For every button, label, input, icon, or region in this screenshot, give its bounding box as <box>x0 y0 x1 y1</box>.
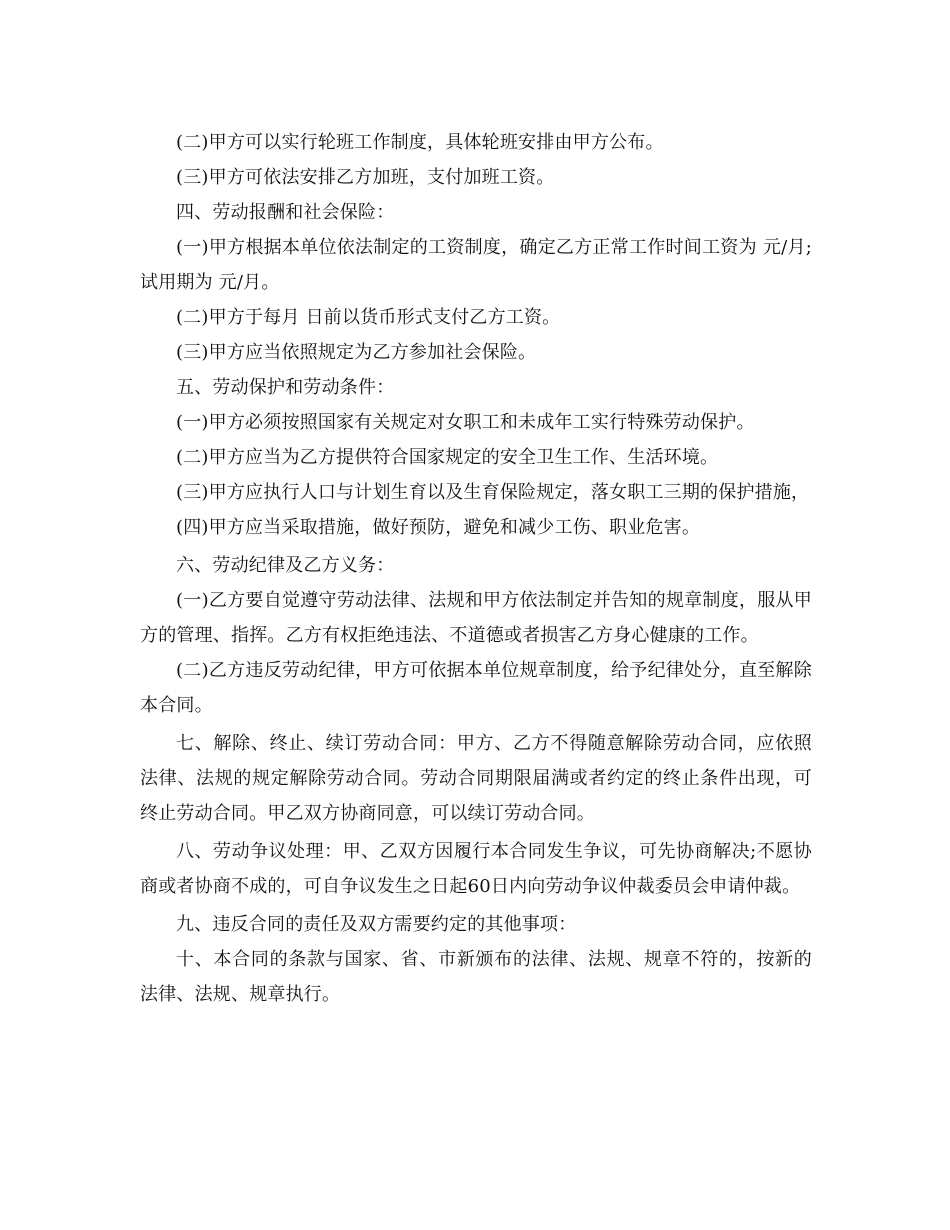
document-body <box>140 125 812 1012</box>
paragraph-shift-schedule: (二)甲方可以实行轮班工作制度，具体轮班安排由甲方公布。 <box>176 132 664 153</box>
section-breach-liability: 九、违反合同的责任及双方需要约定的其他事项： <box>176 914 577 935</box>
paragraph-injury-prevention: (四)甲方应当采取措施，做好预防，避免和减少工伤、职业危害。 <box>176 517 701 538</box>
paragraph-social-insurance: (三)甲方应当依照规定为乙方参加社会保险。 <box>176 342 537 363</box>
paragraph-disciplinary-action: (二)乙方违反劳动纪律，甲方可依据本单位规章制度，给予纪律处分，直至解除本合同。 <box>140 660 812 716</box>
section-termination-renewal: 七、解除、终止、续订劳动合同：甲方、乙方不得随意解除劳动合同，应依照法律、法规的规定解除劳动合同。劳动合同期限届满或者约定的终止条件出现，可终止劳动合同。甲乙双方协商同意，可以续订劳动合同。 <box>140 733 812 824</box>
paragraph-special-protection: (一)甲方必须按照国家有关规定对女职工和未成年工实行特殊劳动保护。 <box>176 412 755 433</box>
section-heading-remuneration: 四、劳动报酬和社会保险： <box>176 202 395 223</box>
paragraph-safety-environment: (二)甲方应当为乙方提供符合国家规定的安全卫生工作、生活环境。 <box>176 447 719 468</box>
paragraph-wage-system: (一)甲方根据本单位依法制定的工资制度，确定乙方正常工作时间工资为 元/月;试用期为 元/月。 <box>140 237 812 293</box>
paragraph-family-planning: (三)甲方应执行人口与计划生育以及生育保险规定，落女职工三期的保护措施， <box>176 482 810 503</box>
paragraph-wage-payment: (二)甲方于每月 日前以货币形式支付乙方工资。 <box>176 307 561 328</box>
section-heading-discipline: 六、劳动纪律及乙方义务： <box>176 555 395 576</box>
section-new-regulations: 十、本合同的条款与国家、省、市新颁布的法律、法规、规章不符的，按新的法律、法规、规章执行。 <box>140 949 812 1005</box>
section-dispute-resolution: 八、劳动争议处理：甲、乙双方因履行本合同发生争议，可先协商解决;不愿协商或者协商不成的，可自争议发生之日起60日内向劳动争议仲裁委员会申请仲裁。 <box>140 841 812 897</box>
section-heading-labor-protection: 五、劳动保护和劳动条件： <box>176 377 395 398</box>
paragraph-rules-compliance: (一)乙方要自觉遵守劳动法律、法规和甲方依法制定并告知的规章制度，服从甲方的管理、指挥。乙方有权拒绝违法、不道德或者损害乙方身心健康的工作。 <box>140 590 812 646</box>
paragraph-overtime: (三)甲方可依法安排乙方加班，支付加班工资。 <box>176 167 555 188</box>
